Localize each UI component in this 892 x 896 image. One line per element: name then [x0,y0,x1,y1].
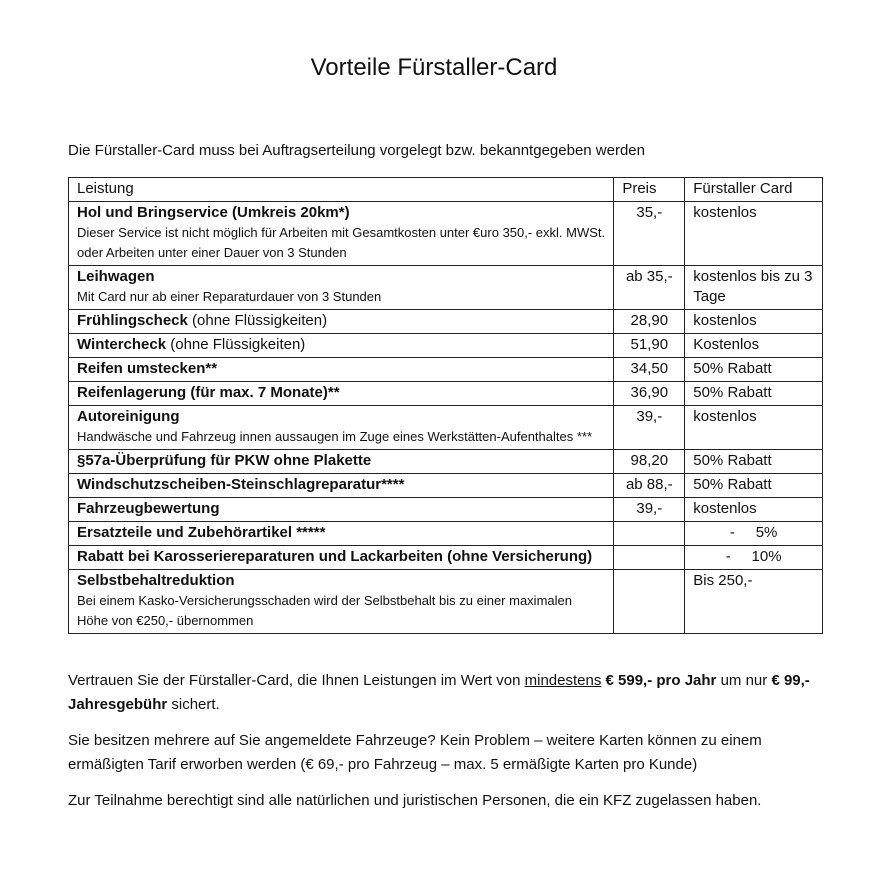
closing-bold-fee: € 99,- Jahresgebühr [68,672,810,713]
card-cell: Kostenlos [685,334,823,358]
service-cell [69,310,614,334]
service-name: §57a-Überprüfung für PKW ohne Plakette [77,452,372,469]
table-row [69,546,823,570]
service-cell [69,266,614,310]
service-cell [69,570,614,634]
service-cell [69,522,614,546]
table-row [69,358,823,382]
card-cell: kostenlos [685,406,823,450]
service-suffix: (ohne Flüssigkeiten) [166,336,306,353]
price-cell: 51,90 [614,334,685,358]
table-row [69,334,823,358]
service-cell [69,546,614,570]
service-name: Frühlingscheck [77,312,188,329]
service-name: Autoreinigung [77,408,180,425]
service-note: Handwäsche und Fahrzeug innen aussaugen im Zuge eines Werkstätten-Aufenthaltes *** [77,429,593,444]
benefits-table [68,177,823,634]
closing-paragraph-value [68,669,828,717]
service-name: Leihwagen [77,268,155,285]
service-cell [69,474,614,498]
card-cell: kostenlos bis zu 3 Tage [685,266,823,310]
table-row [69,570,823,634]
service-note: Bei einem Kasko-Versicherungsschaden wird der Selbstbehalt bis zu einer maximalen Höhe von €250,- übernommen [77,593,572,628]
closing-paragraph-multiple-cars: Sie besitzen mehrere auf Sie angemeldete Fahrzeuge? Kein Problem – weitere Karten können zu einem ermäßigten Tarif erworben werden (€ 69,- pro Fahrzeug – max. 5 ermäßigte Karten pro Kunde) [68,732,762,773]
table-row [69,498,823,522]
service-name: Wintercheck [77,336,167,353]
service-suffix: (ohne Flüssigkeiten) [187,312,328,329]
header-price: Preis [614,178,685,202]
table-row [69,474,823,498]
price-cell [614,546,685,570]
table-row [69,202,823,266]
closing-text: Vertrauen Sie der Fürstaller-Card, die Ihnen Leistungen im Wert von [68,672,525,689]
service-cell [69,202,614,266]
page-title: Vorteile Fürstaller-Card [310,54,558,81]
price-cell: ab 35,- [614,266,685,310]
service-note: Mit Card nur ab einer Reparaturdauer von 3 Stunden [77,289,382,304]
service-name: Ersatzteile und Zubehörartikel ***** [77,524,326,541]
service-cell [69,406,614,450]
card-cell: 50% Rabatt [685,358,823,382]
service-cell [69,358,614,382]
price-cell: ab 88,- [614,474,685,498]
price-cell: 98,20 [614,450,685,474]
service-cell [69,334,614,358]
price-cell: 28,90 [614,310,685,334]
table-row [69,382,823,406]
price-cell: 39,- [614,406,685,450]
header-card: Fürstaller Card [685,178,823,202]
price-cell: 35,- [614,202,685,266]
service-note: Dieser Service ist nicht möglich für Arbeiten mit Gesamtkosten unter €uro 350,- exkl. MWSt. oder Arbeiten unter einer Dauer von 3 Stunden [77,225,606,260]
price-cell: 34,50 [614,358,685,382]
service-name: Windschutzscheiben-Steinschlagreparatur**** [77,476,405,493]
closing-text: sichert. [167,696,220,713]
header-service: Leistung [69,178,614,202]
card-cell: 50% Rabatt [685,450,823,474]
price-cell [614,522,685,546]
closing-underlined: mindestens [524,672,602,689]
closing-text: um nur [716,672,772,689]
price-cell [614,570,685,634]
service-name: Hol und Bringservice (Umkreis 20km*) [77,204,350,221]
service-name: Reifen umstecken** [77,360,218,377]
service-name: Fahrzeugbewertung [77,500,220,517]
table-row [69,522,823,546]
table-header-row [69,178,823,202]
service-name: Reifenlagerung (für max. 7 Monate)** [77,384,340,401]
price-cell: 39,- [614,498,685,522]
table-row [69,266,823,310]
card-cell: kostenlos [685,202,823,266]
price-cell: 36,90 [614,382,685,406]
card-cell: - 5% [685,522,823,546]
card-cell: kostenlos [685,310,823,334]
card-cell: Bis 250,- [685,570,823,634]
service-name: Rabatt bei Karosseriereparaturen und Lackarbeiten (ohne Versicherung) [77,548,593,565]
card-cell: 50% Rabatt [685,382,823,406]
closing-paragraph-eligibility: Zur Teilnahme berechtigt sind alle natürlichen und juristischen Personen, die ein KFZ zugelassen haben. [68,792,762,809]
intro-text: Die Fürstaller-Card muss bei Auftragserteilung vorgelegt bzw. bekanntgegeben werden [68,142,645,159]
card-cell: - 10% [685,546,823,570]
service-cell [69,498,614,522]
closing-bold-value: € 599,- pro Jahr [601,672,717,689]
table-row [69,450,823,474]
service-cell [69,382,614,406]
service-cell [69,450,614,474]
card-cell: kostenlos [685,498,823,522]
service-name: Selbstbehaltreduktion [77,572,235,589]
table-row [69,310,823,334]
card-cell: 50% Rabatt [685,474,823,498]
table-row [69,406,823,450]
